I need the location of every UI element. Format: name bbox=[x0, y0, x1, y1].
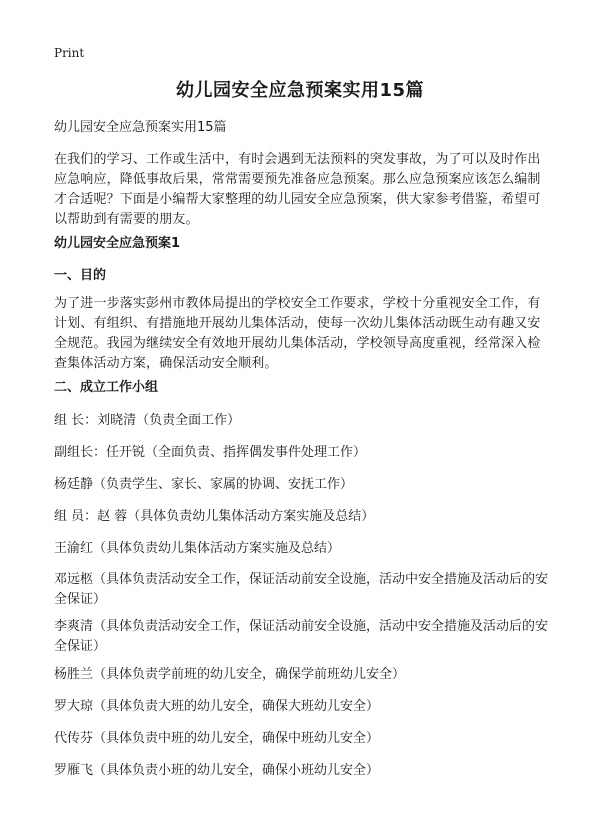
member-item: 李爽清（具体负责活动安全工作，保证活动前安全设施，活动中安全措施及活动后的安全保证） bbox=[54, 619, 549, 654]
member-item: 杨廷静（负责学生、家长、家属的协调、安抚工作） bbox=[54, 477, 354, 492]
member-item: 罗雁飞（具体负责小班的幼儿安全，确保小班幼儿安全） bbox=[54, 763, 380, 778]
print-link[interactable]: Print bbox=[54, 46, 85, 60]
member-item: 罗大琼（具体负责大班的幼儿安全，确保大班幼儿安全） bbox=[54, 699, 380, 714]
document-title: 幼儿园安全应急预案实用15篇 bbox=[175, 80, 425, 101]
heading-purpose: 一、目的 bbox=[54, 268, 107, 283]
section-title: 幼儿园安全应急预案1 bbox=[54, 236, 181, 251]
heading-work-group: 二、成立工作小组 bbox=[54, 380, 159, 395]
intro-paragraph: 在我们的学习、工作或生活中，有时会遇到无法预料的突发事故，为了可以及时作出应急响应，降低事故后果，常常需要预先准备应急预案。那么应急预案应该怎么编制才合适呢？下面是小编帮大家整理的幼儿园安全应急预案，供大家参考借鉴，希望可以帮助到有需要的朋友。 bbox=[54, 152, 541, 227]
member-item: 王渝红（具体负责幼儿集体活动方案实施及总结） bbox=[54, 541, 341, 556]
document-subtitle: 幼儿园安全应急预案实用15篇 bbox=[54, 120, 227, 135]
member-item: 代传芬（具体负责中班的幼儿安全，确保中班幼儿安全） bbox=[54, 731, 380, 746]
member-item: 邓远柩（具体负责活动安全工作，保证活动前安全设施，活动中安全措施及活动后的安全保证） bbox=[54, 572, 549, 607]
member-item: 副组长：任开锐（全面负责、指挥偶发事件处理工作） bbox=[54, 445, 367, 460]
member-item: 组 员：赵 蓉（具体负责幼儿集体活动方案实施及总结） bbox=[54, 509, 375, 524]
purpose-paragraph: 为了进一步落实彭州市教体局提出的学校安全工作要求，学校十分重视安全工作，有计划、有组织、有措施地开展幼儿集体活动，使每一次幼儿集体活动既生动有趣又安全规范。我园为继续安全有效地开展幼儿集体活动，学校领导高度重视，经常深入检查集体活动方案，确保活动安全顺利。 bbox=[54, 296, 541, 371]
member-item: 组 长：刘晓清（负责全面工作） bbox=[54, 413, 241, 428]
member-item: 杨胜兰（具体负责学前班的幼儿安全，确保学前班幼儿安全） bbox=[54, 667, 406, 682]
